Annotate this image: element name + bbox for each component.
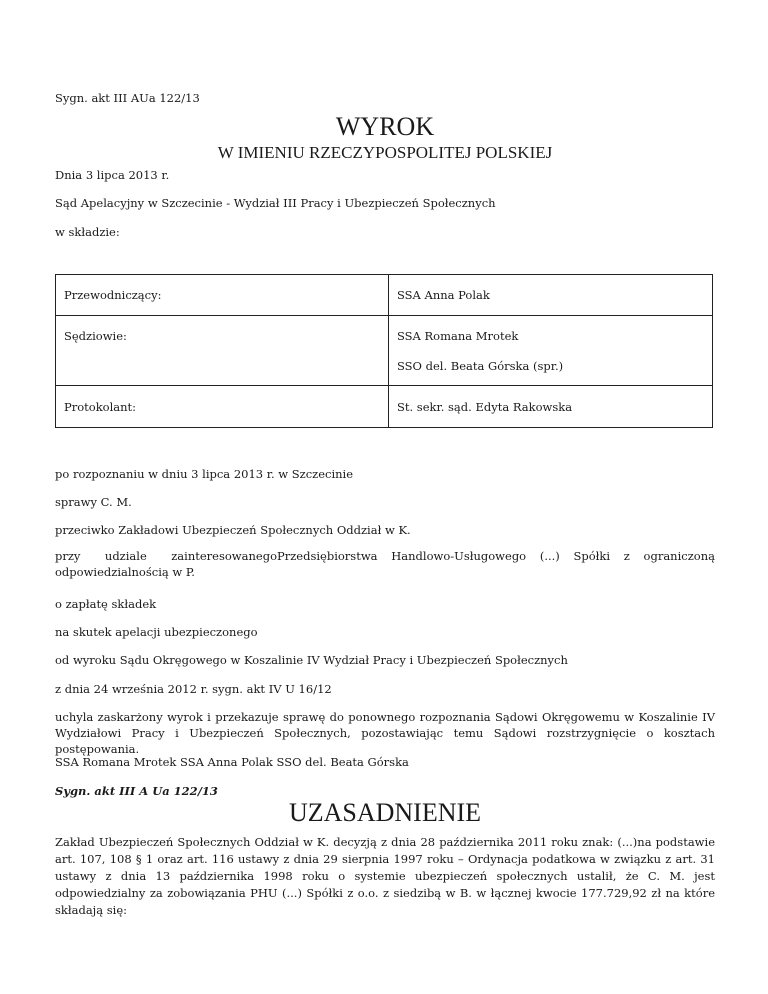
justification-case-number: Sygn. akt III A Ua 122/13 (55, 784, 218, 798)
subject: o zapłatę składek (55, 597, 157, 611)
interested-party-right (277, 548, 715, 580)
judges-role: Sędziowie: (56, 316, 389, 386)
table-row (56, 386, 713, 428)
case-of: sprawy C. M. (55, 495, 132, 509)
judges-names (389, 316, 713, 386)
party-word: ograniczoną (643, 549, 715, 563)
ruling: uchyla zaskarżony wyrok i przekazuje sprawę do ponownego rozpoznania Sądowi Okręgowemu w Koszalinie IV Wydziałowi Pracy i Ubezpieczeń Społecznych, pozostawiając temu Sądowi rozstrzygnięcie o kosztach postępowania. (55, 710, 715, 756)
panel-table (55, 274, 713, 428)
document-title: WYROK (335, 112, 435, 141)
table-row (56, 316, 713, 386)
interested-party-left: przy udziale zainteresowanego odpowiedzialnością w P. (55, 549, 277, 579)
clerk-role: Protokolant: (56, 386, 389, 428)
appeal-info: na skutek apelacji ubezpieczonego (55, 625, 258, 639)
chair-name: SSA Anna Polak (389, 275, 713, 316)
party-word: (...) (539, 549, 560, 563)
against-party: przeciwko Zakładowi Ubezpieczeń Społecznych Oddział w K. (55, 523, 411, 537)
party-word: Przedsiębiorstwa (277, 549, 378, 563)
case-number: Sygn. akt III AUa 122/13 (55, 91, 200, 105)
clerk-name: St. sekr. sąd. Edyta Rakowska (389, 386, 713, 428)
party-word: Spółki (573, 549, 611, 563)
justification-title: UZASADNIENIE (288, 798, 482, 827)
judgment-date: Dnia 3 lipca 2013 r. (55, 168, 170, 182)
table-row (56, 275, 713, 316)
judge-1-name: SSA Romana Mrotek (397, 329, 519, 343)
judge-2-name: SSO del. Beata Górska (spr.) (397, 359, 564, 373)
lower-court-judgment: od wyroku Sądu Okręgowego w Koszalinie IV Wydział Pracy i Ubezpieczeń Społecznych (55, 653, 568, 667)
court-name: Sąd Apelacyjny w Szczecinie - Wydział III Pracy i Ubezpieczeń Społecznych (55, 196, 496, 210)
hearing-info: po rozpoznaniu w dniu 3 lipca 2013 r. w Szczecinie (55, 467, 354, 481)
document-subtitle: W IMIENIU RZECZYPOSPOLITEJ POLSKIEJ (217, 143, 553, 162)
party-word: Handlowo-Usługowego (391, 549, 527, 563)
composition-intro: w składzie: (55, 225, 120, 239)
signatures: SSA Romana Mrotek SSA Anna Polak SSO del. Beata Górska (55, 755, 409, 769)
party-word: z (623, 549, 630, 563)
justification-paragraph: Zakład Ubezpieczeń Społecznych Oddział w K. decyzją z dnia 28 października 2011 roku znak: (...)na podstawie art. 107, 108 § 1 oraz art. 116 ustawy z dnia 29 sierpnia 1997 roku – Ordynacja podatkowa w związku z art. 31 ustawy z dnia 13 października 1998 roku o systemie ubezpieczeń społecznych ustalił, że C. M. jest odpowiedzialny za zobowiązania PHU (...) Spółki z o.o. z siedzibą w B. w łącznej kwocie 177.729,92 zł na które składają się: (55, 835, 715, 917)
chair-role: Przewodniczący: (56, 275, 389, 316)
interested-party (55, 548, 715, 580)
lower-court-date: z dnia 24 września 2012 r. sygn. akt IV U 16/12 (55, 682, 332, 696)
